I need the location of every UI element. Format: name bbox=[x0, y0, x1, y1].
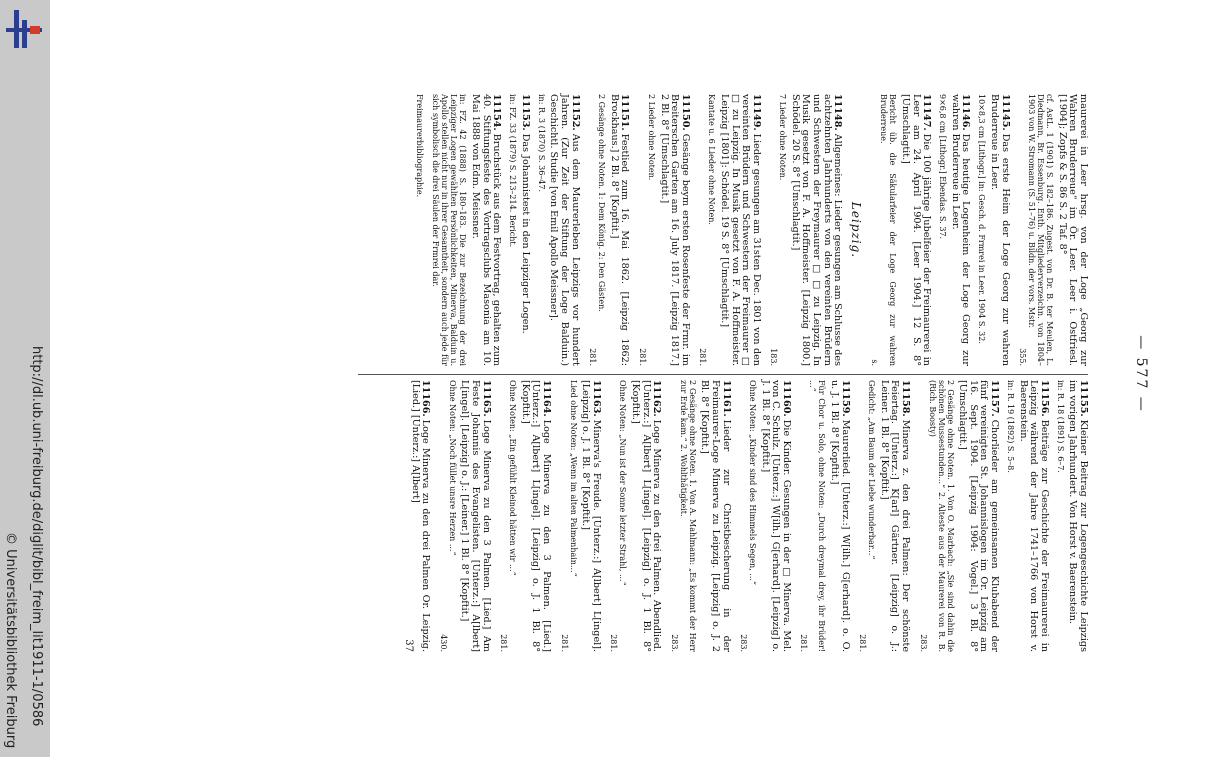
entry-note: Bericht üb. die Säkularfeier der Loge Georg zur wahren Bruderreue. bbox=[879, 94, 898, 366]
entry-number: 11151. bbox=[619, 94, 631, 131]
entry-number: 11161. bbox=[720, 380, 732, 417]
entry-ref: 281. bbox=[698, 348, 708, 366]
bibliography-entry bbox=[977, 94, 1009, 366]
bibliography-entry bbox=[938, 94, 970, 366]
entry-text: Loge Minerva zu den drei Palmen. Abendlied. [Unterz.:] A[lbert] L[ingel]. [Leipzig] o. J. 1 Bl. 8° [Kopftit.] bbox=[629, 380, 663, 652]
entry-ref: 183. bbox=[769, 348, 779, 366]
entry-ref: 281. bbox=[609, 634, 619, 652]
entry-text: Festlied zum 16. Mai 1862. [Leipzig 1862: Brockhaus.] 2 Bl. 8° [Kopftit.] bbox=[608, 94, 631, 366]
entry-ref: s. bbox=[870, 359, 880, 366]
entry-number: 11147. bbox=[921, 94, 933, 131]
entry-ref: 283. bbox=[918, 634, 928, 652]
entry-text: Kleiner Beitrag zur Logengeschichte Leipzigs im vorigen Jahrhundert. Von Horst v. Baerenstein. bbox=[1067, 380, 1089, 652]
bibliography-entry bbox=[587, 94, 630, 366]
entry-number: 11153. bbox=[519, 94, 531, 131]
page-number: — 577 — bbox=[1133, 335, 1149, 413]
bibliography-entry bbox=[608, 380, 661, 652]
page-footer: Freimaurerbibliographie. bbox=[415, 94, 425, 198]
entry-number: 11158. bbox=[900, 380, 912, 417]
entry-number: 11157. bbox=[989, 380, 1001, 417]
document-url[interactable]: http://dl.ub.uni-freiburg.de/diglit/bibl_freim_lit1911-1/0586 bbox=[29, 346, 44, 727]
bibliography-entry bbox=[1056, 380, 1088, 652]
entry-text: maurerei in Leer hrsg. von der Loge „Georg zur Wahren Bruderreue“ im Ör. Leer. Leer i. Ostfriesl. [1904]; Zopfs & S. 86 S. 2 Taf. 8° bbox=[1056, 94, 1089, 366]
entry-note: Kantate u. 6 Lieder ohne Noten. bbox=[707, 94, 717, 225]
scanned-page bbox=[52, 0, 1219, 757]
entry-ref: 281. bbox=[858, 634, 868, 652]
entry-text: Aus dem Maurerleben Leipzigs vor hundert Jahren. (Zur Zeit der Stiftung der Loge Balduin.) Geschichtl. Studie [von Emil Apollo Meissner]. bbox=[548, 94, 581, 366]
entry-note: in: FZ. 42 (1888) S. 180–183. Die zur Bezeichnung der drei Leipziger Logen gewählten Persönlichkeiten, Minerva, Balduin u. Apollo stellen nicht nur in ihrer Gesamtheit, sondern auch jede für sich symbolisch die drei Säulen der Frmrei dar. bbox=[431, 94, 468, 366]
entry-number: 11163. bbox=[590, 380, 602, 417]
entry-text: Lieder zur Christbescherung in der Freimaurer-Loge Minerva zu Leipzig. [Leipzig] o. J. 2 Bl. 8° [Kopftit.] bbox=[699, 380, 732, 652]
entry-note: Ohne Noten: „Noch füllet unsre Herzen ...“ bbox=[447, 380, 457, 556]
column-divider bbox=[358, 374, 1088, 375]
entry-note: 7 Lieder ohne Noten. bbox=[778, 94, 788, 181]
entry-number: 11155. bbox=[1078, 380, 1089, 417]
entry-number: 11159. bbox=[839, 380, 851, 417]
entry-number: 11160. bbox=[780, 380, 792, 417]
entry-number: 11149. bbox=[750, 94, 762, 131]
entry-note: in: FZ. 33 (1879) S. 213–214. Bericht. bbox=[508, 94, 518, 248]
bibliography-entry bbox=[558, 380, 601, 652]
copyright-notice: © Universitätsbibliothek Freiburg bbox=[3, 532, 18, 749]
entry-note: 2 Gesänge ohne Noten. 1: Dem König. 2: Den Gästen. bbox=[597, 94, 607, 312]
entry-number: 11166. bbox=[420, 380, 432, 417]
entry-note: in: R. 18 (1891) S. 6–7. bbox=[1055, 380, 1065, 473]
entry-note: 9×6,8 cm [Lithogr.] Ebendas. S. 37. bbox=[938, 94, 948, 240]
entry-ref: 281. bbox=[588, 348, 598, 366]
entry-ref: 281. bbox=[799, 634, 809, 652]
bibliography-entry bbox=[636, 94, 689, 366]
bibliography-entry bbox=[869, 94, 931, 366]
entry-note: 10×8,3 cm [Lithogr.] in: Gesch. d. Frmrei in Leer. 1904 S. 32. bbox=[977, 94, 987, 344]
entry-text: Loge Minerva zu den drei Palmen Or. Leipzig. [Lied.] [Unterz.:] A[lbert] bbox=[409, 380, 432, 652]
bibliography-entry bbox=[738, 380, 791, 652]
right-entries bbox=[409, 380, 1088, 652]
viewer-sidebar bbox=[0, 0, 50, 757]
bibliography-entry bbox=[697, 94, 761, 366]
entry-text: Loge Minerva zu den 3 Palmen. [Lied.] [Unterz.:] A[lbert] L[ingel]. [Leipzig] o. J. 1 Bl. 8° [Kopftit.] bbox=[519, 380, 552, 652]
entry-note: Gedicht: „Am Baum der Liebe wunderbar...“ bbox=[867, 380, 877, 560]
entry-number: 11148. bbox=[832, 94, 844, 131]
section-title: Leipzig. bbox=[848, 201, 863, 259]
entry-note: 2 Gesänge ohne Noten. 1. Von O. Marbach: „Sie sind dahin die schönen Mussestunden...“ 2. Alteste aus der Maurerei von R. B. (Rich. Boosty) bbox=[927, 380, 955, 652]
entry-note: Ohne Noten: „Ein gefühlt Kleinod hätten wir ...“ bbox=[508, 380, 518, 576]
entry-note: Lied ohne Noten: „Wenn im alten Palmenhain...“ bbox=[568, 380, 578, 577]
left-column bbox=[414, 94, 1088, 366]
entry-note: in: R. 19 (1892) S. 5–8. bbox=[1006, 380, 1016, 473]
entry-note: Ohne Noten: „Kinder sind des Himmels Segen, ...“ bbox=[748, 380, 758, 586]
left-entries-bottom bbox=[431, 94, 842, 366]
entry-text: Gesänge beym ersten Rosenfeste der Frmr. im Breiterschen Garten am 16. July 1817. [Leipzig 1817.] 2 Bl. 8° [Umschlagtit.] bbox=[658, 94, 691, 366]
entry-text: Bruchstück aus dem Festvortrag, gehalten zum 40. Stiftungsfeste des Vortragsclubs Masonia am 10. Mai 1888 von Edm. Meissner. bbox=[470, 94, 503, 366]
entry-number: 11152. bbox=[569, 94, 581, 131]
entry-number: 11150. bbox=[679, 94, 691, 131]
entry-text: Das erste Heim der Loge Georg zur wahren Bruderreue in Leer. bbox=[989, 94, 1011, 366]
entry-text: Lieder gesungen am 31sten Dec. 1801 von den vereinten Brüdern und Schwestern der Freimaurer □ □ zu Leipzig. In Musik gesetzt von F. A. Hoffmeister. Leipzig [1801]: Schödel. 19 S. 8° [Umschlagtit.] bbox=[718, 94, 762, 366]
entry-number: 11154. bbox=[491, 94, 503, 131]
bibliography-entry bbox=[498, 380, 551, 652]
entry-ref: 283. bbox=[739, 634, 749, 652]
right-column bbox=[402, 380, 1088, 652]
left-entries-top bbox=[869, 94, 1088, 366]
entry-text: Das heutige Logenheim der Loge Georg zur wahren Bruderreue in Leer. bbox=[949, 94, 972, 366]
entry-number: 11145. bbox=[999, 94, 1011, 131]
bibliography-entry bbox=[857, 380, 910, 652]
entry-text: Beiträge zur Geschichte der Freimaurerei in Leipzig während der Jahre 1741–1766 von Horst v. Baerenstein. bbox=[1017, 380, 1050, 652]
bibliography-entry bbox=[668, 380, 730, 652]
entry-note: Für Chor u. Solo, ohne Noten: „Durch dreymal drey, ihr Brüder! ...“ bbox=[808, 380, 827, 652]
bibliography-entry bbox=[1017, 94, 1088, 366]
bibliography-entry bbox=[508, 94, 530, 366]
entry-ref: 430. bbox=[438, 634, 448, 652]
entry-note: Ohne Noten: „Nun ist der Sonne letzter Strahl, ...“ bbox=[618, 380, 628, 586]
entry-text: Das Johannistest in den Leipziger Logen. bbox=[519, 133, 531, 334]
university-logo-icon bbox=[4, 8, 44, 50]
entry-text: Loge Minerva zu den 3 Palmen. [Lied.] Am Feste Johannis des Evangelisten. [Unterz.:] A[lbert] L[ingel]. [Leipzig] o. J.: [Leiner.] 1 Bl. 8° [Kopftit.] bbox=[459, 380, 492, 652]
entry-text: Die Kinder. Gesungen in der □ Minerva. Mel. von C. Schulz. [Unterz.:] W[ilh.] G[erhard]. [Leipzig] o. J. 1 Bl. 8° [Kopftit.] bbox=[759, 380, 792, 652]
bibliography-entry bbox=[409, 380, 430, 652]
entry-text: Maurerlied. [Unterz.:] W[ilh.] G[erhard]. o. O. u. J. 1 Bl. 8° [Kopftit.] bbox=[829, 380, 851, 652]
bibliography-entry bbox=[537, 94, 580, 366]
entry-ref: 281. bbox=[637, 348, 647, 366]
entry-text: Allgemeines: Lieder gesungen am Schlusse des achtzehnten Jahrhunderts von den vereinten Brüdern und Schwestern der Freymaurer □ □ zu Leipzig. In Musik gesetzt von F. A. Hoffmeister. [Leipzig 1800.] Schödel. 20 S. 8° [Umschlagtit.] bbox=[789, 94, 844, 366]
entry-note: 2 Gesänge ohne Noten. 1. Von A. Mahlmann: „Es kommt der Herr zur Erde kam.“ 2. Wohlthätigkeit. bbox=[678, 380, 697, 652]
entry-text: Die 100 jährige Jubelfeier der Freimaurerei in Leer am 24. April 1904. [Leer 1904.] 12 S. 8° [Umschlagtit.] bbox=[900, 94, 933, 366]
bibliography-entry bbox=[1006, 380, 1049, 652]
entry-ref: 355. bbox=[1018, 348, 1028, 366]
entry-number: 11164. bbox=[541, 380, 552, 417]
rotated-page-content bbox=[188, 94, 1149, 654]
entry-number: 11165. bbox=[480, 380, 492, 417]
entry-number: 11162. bbox=[651, 380, 663, 417]
bibliography-entry bbox=[768, 94, 843, 366]
signature-mark: 37 bbox=[402, 639, 414, 652]
bibliography-entry bbox=[798, 380, 850, 652]
entry-number: 11156. bbox=[1038, 380, 1050, 417]
bibliography-entry bbox=[437, 380, 490, 652]
entry-number: 11146. bbox=[960, 94, 972, 131]
entry-note: in: R. 3 (1870) S. 36–47. bbox=[536, 94, 546, 193]
bibliography-entry bbox=[917, 380, 999, 652]
entry-ref: 281. bbox=[559, 634, 569, 652]
entry-note: 2 Lieder ohne Noten. bbox=[646, 94, 656, 181]
entry-text: Chorlieder am gemeinsamen Klubabend der fünf vereinigten St. Johannislogen im Or. Leipzig am 16. Sept. 1904. [Leipzig 1904: Vogel.] 3 Bl. 8° [Umschlagtit.] bbox=[957, 380, 1001, 652]
entry-text: Minerva's Freude. [Unterz.:] A[lbert] L[ingel]. [Leipzig] o. J. 1 Bl. 8° [Kopftit.] bbox=[580, 380, 602, 652]
entry-ref: 281. bbox=[499, 634, 509, 652]
entry-ref: 283. bbox=[669, 634, 679, 652]
bibliography-entry bbox=[431, 94, 501, 366]
entry-text: Minerva z. den drei Palmen: Der schönste Feiertag. [Unterz.:] K[arl] Gärtner. [Leipzig] o. J.: Leiner. 1 Bl. 8° [Kopftit.] bbox=[878, 380, 912, 652]
entry-note: cf. AstL. 1 (1901) S. 182–186. Zugest. von Dr. B. ter Meulen, L. Diedmann, Br. Essenburg. Enth. Mitgliederverzeichn. von 1804–1903 von W. Stromann (S. 51–76) u. Bildn. der vors. Mstr. bbox=[1027, 94, 1055, 366]
